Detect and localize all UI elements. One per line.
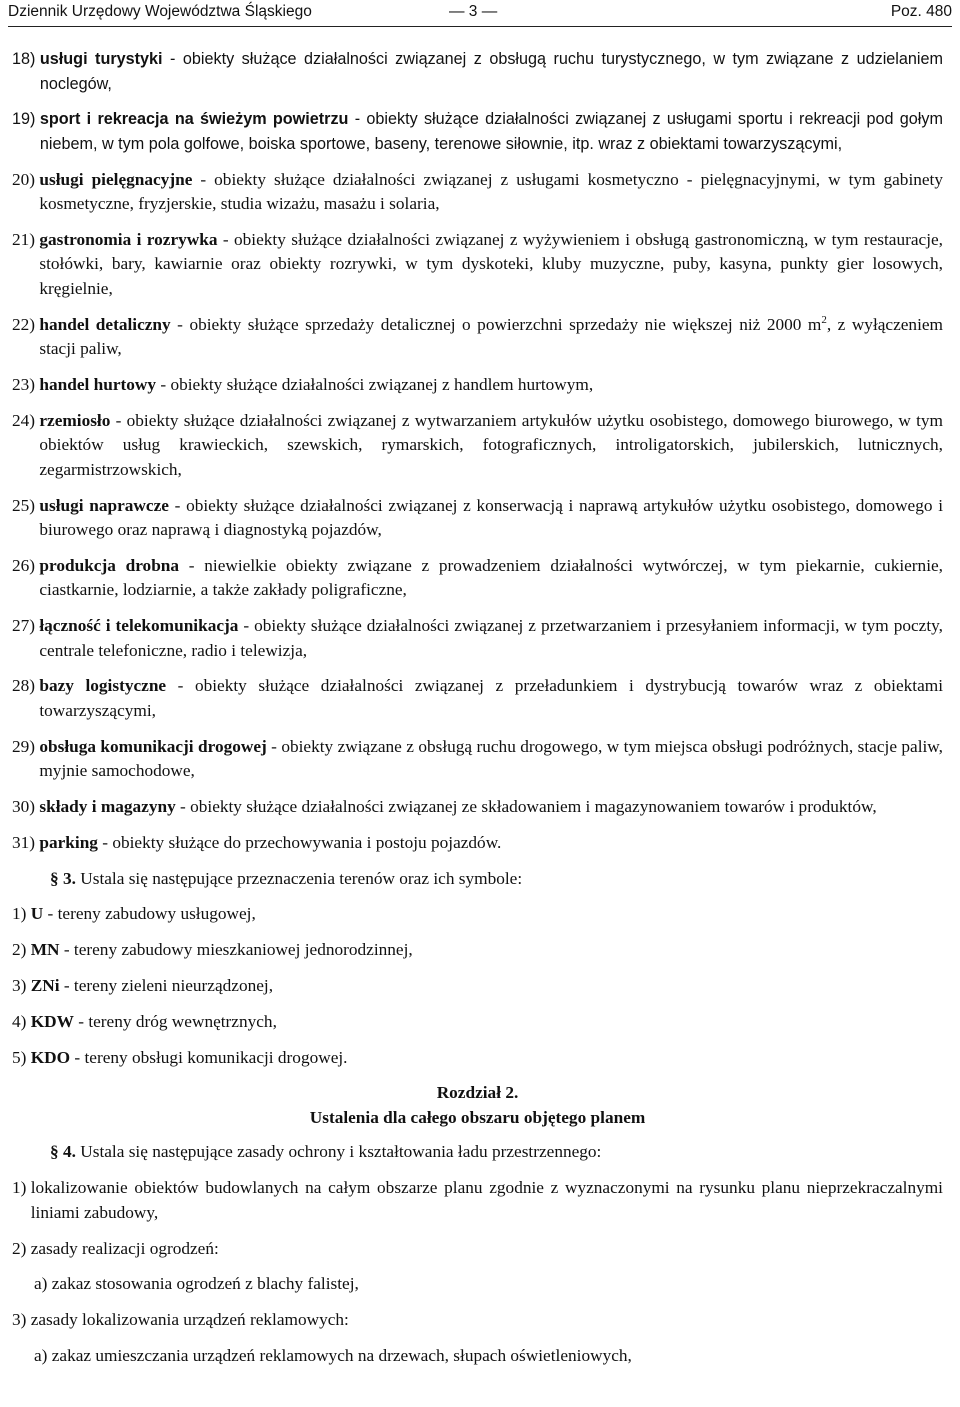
item-text xyxy=(39,614,943,663)
item-number: 30) xyxy=(12,797,40,817)
item-number: 29) xyxy=(12,736,40,756)
symbol-description: - tereny zabudowy usługowej, xyxy=(43,904,256,924)
item-description: - obiekty służące działalności związanej z przeładunkiem i dystrybucją towarów wraz z obiektami towarzyszącymi, xyxy=(39,676,943,720)
symbol-code: U xyxy=(30,904,44,924)
item-description: - obiekty służące działalności związanej z usługami kosmetyczno - pielęgnacyjnymi, w tym gabinety kosmetyczne, fryzjerskie, studia wizażu, masażu i solaria, xyxy=(39,169,943,214)
item-letter: a) xyxy=(34,1274,52,1294)
item-description: - obiekty służące do przechowywania i postoju pojazdów. xyxy=(97,832,502,852)
item-number: 24) xyxy=(12,410,40,430)
item-description: - obiekty służące działalności związanej z usługami sportu i rekreacji pod gołym niebem, w tym pola golfowe, boiska sportowe, baseny, terenowe siłownie, itp. wraz z obiektami towarzyszącymi, xyxy=(39,110,943,153)
item-description: - obiekty służące działalności związanej ze składowaniem i magazynowaniem towarów i produktów, xyxy=(175,797,877,817)
item-term: usługi pielęgnacyjne xyxy=(39,169,193,189)
item-number: 21) xyxy=(12,229,40,249)
chapter-title: Rozdział 2. xyxy=(436,1083,519,1103)
item-number: 2) xyxy=(12,1238,31,1258)
symbol-code: ZNi xyxy=(30,976,60,996)
item-text xyxy=(39,228,943,302)
paragraph-mark: § 4. xyxy=(50,1142,76,1162)
paragraph-text: Ustala się następujące zasady ochrony i kształtowania ładu przestrzennego: xyxy=(75,1142,602,1162)
item-description: - obiekty służące działalności związanej z wytwarzaniem artykułów użytku osobistego, domowego biurowego, w tym obiektów usług krawieckich, szewskich, rymarskich, fotograficznych, introligatorskich, jubilerskich, lutnicznych, zegarmistrzowskich, xyxy=(39,410,943,479)
list-item xyxy=(12,168,943,217)
item-number: 25) xyxy=(12,495,40,515)
item-text xyxy=(39,494,943,543)
chapter-subtitle: Ustalenia dla całego obszaru objętego planem xyxy=(309,1107,646,1127)
item-text xyxy=(31,1010,943,1035)
symbol-item xyxy=(12,974,943,999)
item-description: - obiekty służące działalności związanej z handlem hurtowym, xyxy=(156,374,594,394)
item-text xyxy=(31,938,943,963)
item-text xyxy=(39,554,943,603)
item-number: 2) xyxy=(12,940,31,960)
paragraph-4 xyxy=(12,1140,943,1165)
list-item xyxy=(12,228,943,302)
item-description: - obiekty służące sprzedaży detalicznej o powierzchni sprzedaży nie większej niż 2000 m xyxy=(170,314,822,334)
item-number: 31) xyxy=(12,832,40,852)
item-term: rzemiosło xyxy=(39,410,111,430)
symbol-item xyxy=(12,902,943,927)
paragraph-text: Ustala się następujące przeznaczenia terenów oraz ich symbole: xyxy=(75,868,523,888)
item-description: - obiekty związane z obsługą ruchu drogowego, w tym miejsca obsługi podróżnych, stacje paliw, myjnie samochodowe, xyxy=(39,736,943,781)
item-term: łączność i telekomunikacja xyxy=(39,616,239,636)
list-item xyxy=(12,554,943,603)
paragraph-3 xyxy=(12,867,943,892)
item-text xyxy=(39,373,943,398)
item-term: parking xyxy=(39,832,98,852)
item-text xyxy=(39,409,943,483)
item-text xyxy=(39,168,943,217)
item-number: 20) xyxy=(12,169,40,189)
symbol-item xyxy=(12,1010,943,1035)
item-number: 1) xyxy=(12,904,31,924)
item-text: lokalizowanie obiektów budowlanych na całym obszarze planu zgodnie z wyznaczonymi na rysunku planu nieprzekraczalnymi liniami zabudowy, xyxy=(30,1178,943,1222)
rule-item xyxy=(12,1237,943,1262)
item-term: handel hurtowy xyxy=(39,374,157,394)
item-description: - obiekty służące działalności związanej z przetwarzaniem i przesyłaniem informacji, w tym poczty, centrale telefoniczne, radio i telewizja, xyxy=(39,616,943,660)
item-text xyxy=(40,107,943,156)
chapter-heading xyxy=(12,1081,943,1130)
item-text xyxy=(39,831,943,856)
item-description: - obiekty służące działalności związanej z obsługą ruchu turystycznego, w tym związane z udzielaniem noclegów, xyxy=(39,50,943,93)
rule-item xyxy=(12,1308,943,1333)
item-number: 28) xyxy=(12,676,40,696)
item-text: zakaz stosowania ogrodzeń z blachy falistej, xyxy=(51,1274,359,1294)
item-number: 19) xyxy=(12,110,40,129)
item-text xyxy=(39,674,943,723)
item-number: 22) xyxy=(12,314,40,334)
item-number: 27) xyxy=(12,616,40,636)
list-item xyxy=(12,494,943,543)
list-item xyxy=(12,409,943,483)
symbol-item xyxy=(12,938,943,963)
item-text xyxy=(39,795,943,820)
item-number: 1) xyxy=(12,1178,31,1198)
list-item xyxy=(12,674,943,723)
item-description: - niewielkie obiekty związane z prowadzeniem działalności wytwórczej, w tym piekarnie, cukiernie, ciastkarnie, lodziarnie, a także zakłady poligraficzne, xyxy=(39,555,943,600)
item-term: bazy logistyczne xyxy=(39,676,167,696)
list-item xyxy=(12,373,943,398)
item-text xyxy=(39,313,943,362)
symbol-description: - tereny zabudowy mieszkaniowej jednorodzinnej, xyxy=(59,940,413,960)
item-text: zasady lokalizowania urządzeń reklamowych: xyxy=(30,1310,349,1330)
list-item xyxy=(12,795,943,820)
symbol-description: - tereny dróg wewnętrznych, xyxy=(73,1011,277,1031)
item-number: 4) xyxy=(12,1011,31,1031)
item-description: - obiekty służące działalności związanej z konserwacją i naprawą artykułów użytku osobistego, domowego i biurowego oraz naprawą i diagnostyką pojazdów, xyxy=(39,495,943,540)
superscript: 2 xyxy=(821,313,827,326)
item-number: 23) xyxy=(12,374,40,394)
item-description: - obiekty służące działalności związanej z wyżywieniem i obsługą gastronomiczną, w tym restauracje, stołówki, bary, kawiarnie oraz obiekty rozrywki, w tym dyskoteki, kluby muzyczne, puby, kasyna, punkty gier losowych, kręgielnie, xyxy=(39,229,943,298)
list-item xyxy=(12,313,943,362)
journal-title: Dziennik Urzędowy Województwa Śląskiego xyxy=(8,3,312,20)
position-number: Poz. 480 xyxy=(890,3,952,20)
item-text: zasady realizacji ogrodzeń: xyxy=(30,1238,219,1258)
page-header xyxy=(8,0,952,27)
list-item xyxy=(12,614,943,663)
document-body xyxy=(12,47,943,1380)
symbol-description: - tereny zieleni nieurządzonej, xyxy=(59,976,274,996)
item-text xyxy=(31,902,943,927)
item-term: sport i rekreacja na świeżym powietrzu xyxy=(39,110,349,129)
item-text xyxy=(31,1046,943,1071)
list-item xyxy=(12,831,943,856)
list-item xyxy=(12,107,943,156)
item-number: 3) xyxy=(12,976,31,996)
page-number: — 3 — xyxy=(449,3,498,20)
item-term: składy i magazyny xyxy=(39,797,176,817)
rule-item xyxy=(12,1176,943,1225)
item-text xyxy=(39,735,943,784)
symbol-code: KDO xyxy=(30,1047,71,1067)
symbol-code: MN xyxy=(30,940,60,960)
item-number: 5) xyxy=(12,1047,31,1067)
item-term: obsługa komunikacji drogowej xyxy=(39,736,267,756)
item-text: zakaz umieszczania urządzeń reklamowych na drzewach, słupach oświetleniowych, xyxy=(51,1345,632,1365)
list-item xyxy=(12,47,943,96)
list-item xyxy=(12,735,943,784)
symbol-code: KDW xyxy=(30,1011,74,1031)
item-number: 3) xyxy=(12,1310,31,1330)
symbol-description: - tereny obsługi komunikacji drogowej. xyxy=(70,1047,348,1067)
rule-subitem xyxy=(34,1272,943,1297)
item-term: handel detaliczny xyxy=(39,314,171,334)
item-description-end: , z wyłączeniem stacji paliw, xyxy=(39,314,943,359)
item-term: produkcja drobna xyxy=(39,555,180,575)
item-letter: a) xyxy=(34,1345,52,1365)
item-term: gastronomia i rozrywka xyxy=(39,229,218,249)
paragraph-mark: § 3. xyxy=(50,868,76,888)
item-text xyxy=(31,974,943,999)
item-term: usługi naprawcze xyxy=(39,495,169,515)
item-number: 18) xyxy=(12,50,40,68)
symbol-item xyxy=(12,1046,943,1071)
item-number: 26) xyxy=(12,555,40,575)
item-text xyxy=(40,47,943,96)
item-term: usługi turystyki xyxy=(39,50,163,68)
rule-subitem xyxy=(34,1344,943,1369)
